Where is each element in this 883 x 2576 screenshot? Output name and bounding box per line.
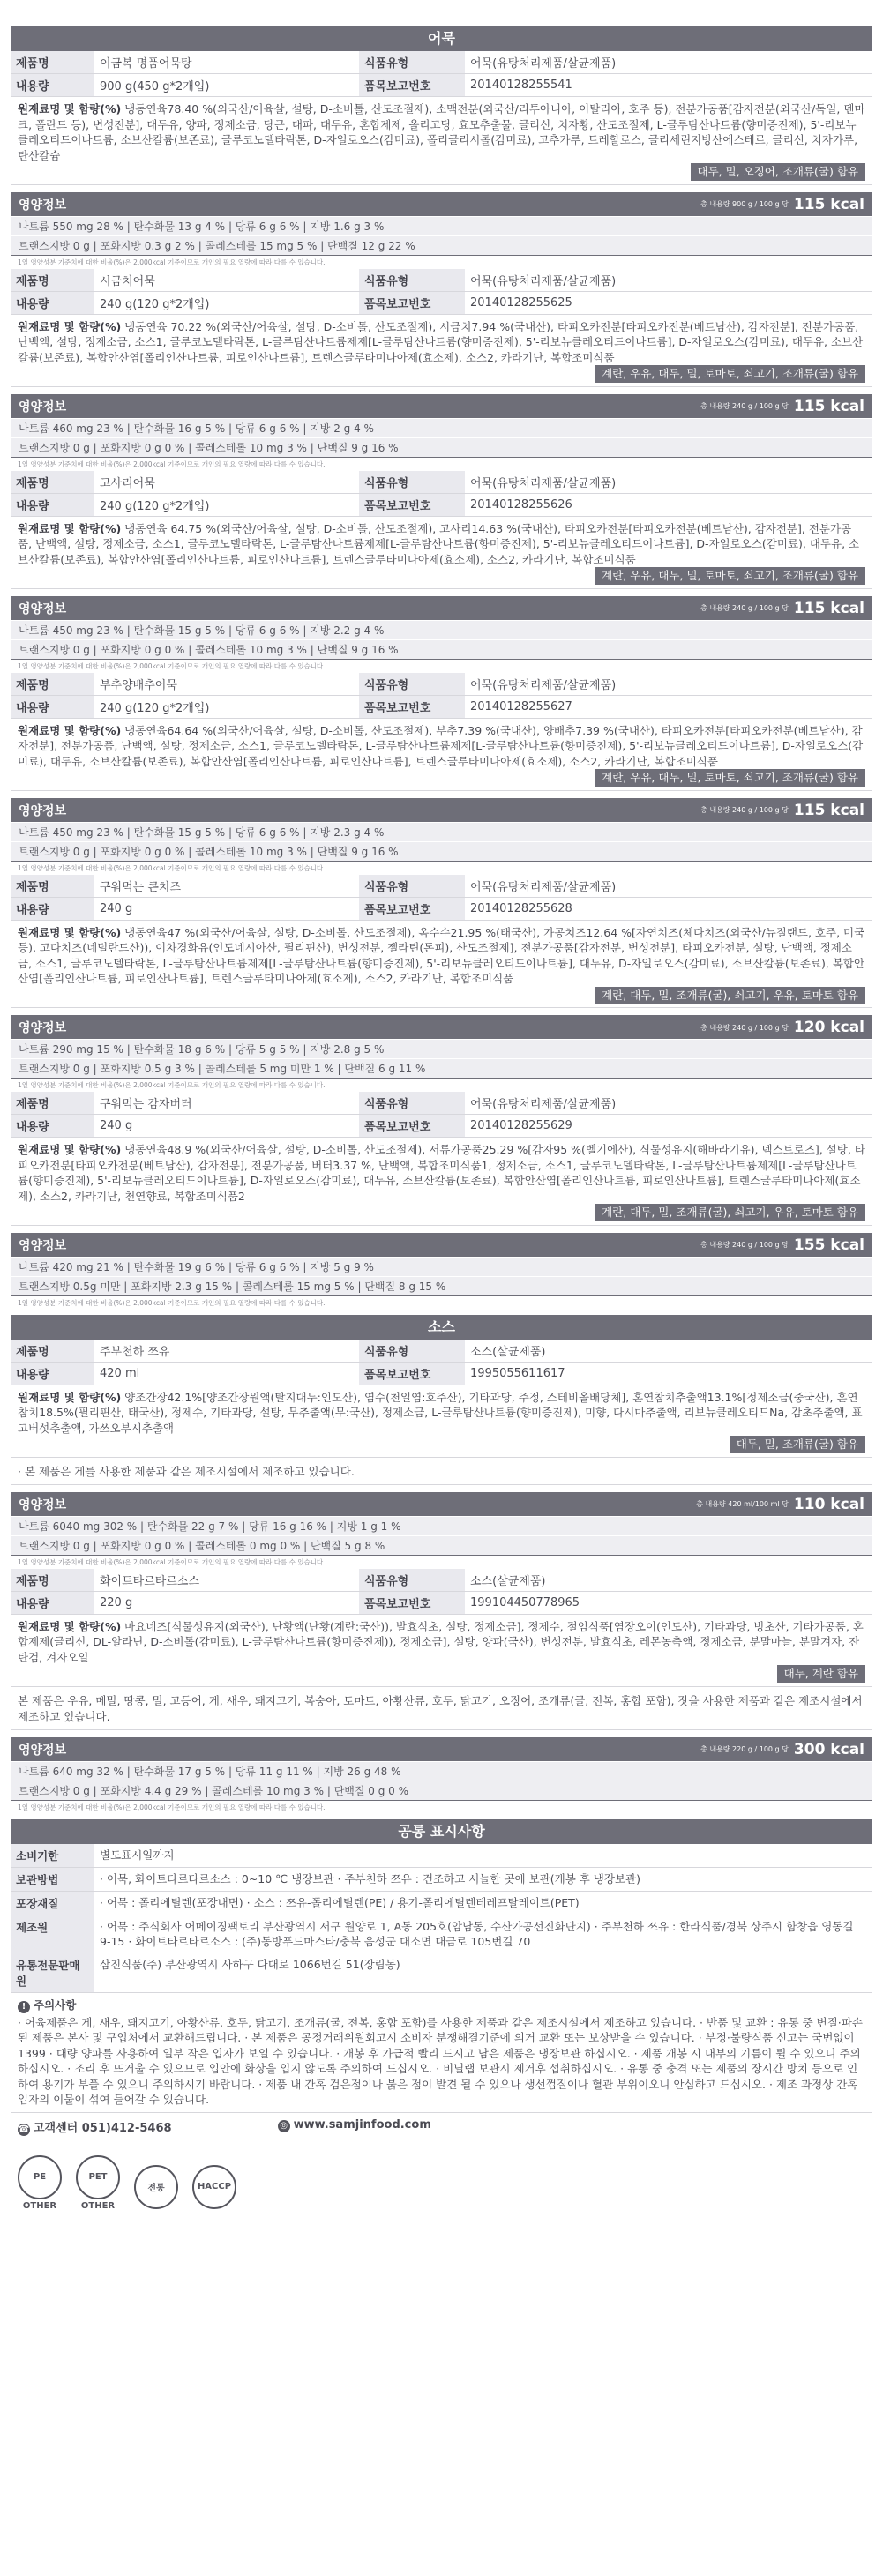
nutrition-kcal: 120 kcal: [793, 1019, 864, 1036]
nutrition-row-1: 나트륨 6040 mg 302 % | 탄수화물 22 g 7 % | 당류 16 g 16 % | 지방 1 g 1 %: [11, 1516, 872, 1535]
product-type: 어묵(유탕처리제품/살균제품): [470, 476, 617, 490]
volume-label: 내용량: [11, 1592, 94, 1614]
allergen-badge: 계란, 대두, 밀, 조개류(굴), 쇠고기, 우유, 토마토 함유: [595, 1204, 865, 1221]
cert-mark-icon: HACCP: [192, 2165, 236, 2209]
common-row: [11, 1868, 872, 1892]
ingredients-label: 원재료명 및 함량(%): [18, 521, 122, 535]
product-type: 어묵(유탕처리제품/살균제품): [470, 880, 617, 894]
nutrition-footnote: 1일 영양성분 기준치에 대한 비율(%)은 2,000kcal 기준이므로 개인의 필요 열량에 따라 다를 수 있습니다.: [18, 1298, 326, 1307]
volume-label: 내용량: [11, 494, 94, 516]
nutrition-kcal: 115 kcal: [793, 599, 864, 617]
nutrition-box: [11, 1492, 872, 1556]
product-row-name: [11, 1340, 872, 1363]
nutrition-row-2: 트랜스지방 0 g | 포화지방 0 g 0 % | 콜레스테롤 0 mg 0 % | 단백질 5 g 8 %: [11, 1535, 872, 1555]
ingredients-label: 원재료명 및 함량(%): [18, 723, 122, 737]
nutrition-kcal-group: [700, 196, 864, 213]
ingredients-block: [11, 1138, 872, 1226]
report-number: 20140128255541: [470, 78, 572, 92]
nutrition-title: 영양정보: [19, 803, 67, 818]
common-row-label: 포장재질: [11, 1892, 94, 1915]
product-volume: 220 g: [100, 1595, 133, 1609]
product-name: 구워먹는 감자버터: [100, 1098, 192, 1111]
fishcake-products: [11, 51, 872, 1310]
allergen-row: [18, 769, 865, 787]
type-label: 식품유형: [359, 1569, 465, 1591]
product-block: [11, 1569, 872, 1814]
nutrition-footnote: 1일 영양성분 기준치에 대한 비율(%)은 2,000kcal 기준이므로 개인의 필요 열량에 따라 다를 수 있습니다.: [18, 258, 326, 266]
nutrition-box: [11, 596, 872, 660]
nutrition-title: 영양정보: [19, 1021, 67, 1035]
common-row-value: · 어묵 : 주식회사 어메이징팩토리 부산광역시 서구 원양로 1, A동 205호(암남동, 수산가공선진화단지) · 주부천하 쯔유 : 한라식품/경북 상주시 함창읍 영동길 9-15 · 화이트타르타르소스 : (주)동방푸드마스타/충북 음성군 대소면 대금로 105번길 70: [100, 1919, 854, 1948]
allergen-badge: 대두, 밀, 조개류(굴) 함유: [730, 1436, 865, 1453]
ingredients-block: [11, 315, 872, 387]
nutrition-kcal: 115 kcal: [793, 801, 864, 819]
product-type: 어묵(유탕처리제품/살균제품): [470, 274, 617, 288]
product-block: [11, 1340, 872, 1569]
ingredients-label: 원재료명 및 함량(%): [18, 925, 122, 939]
allergen-row: [18, 1665, 865, 1683]
nutrition-row-2: 트랜스지방 0 g | 포화지방 0 g 0 % | 콜레스테롤 10 mg 3 % | 단백질 9 g 16 %: [11, 437, 872, 457]
volume-label: 내용량: [11, 1115, 94, 1137]
ingredients-text: 냉동연육 70.22 %(외국산/어육살, 설탕, D-소비톨, 산도조절제), 시금치7.94 %(국내산), 타피오카전분[타피오카전분(베트남산), 감자전분], 전분가공품, 난백액, 설탕, 정제소금, 소스1, 글루코노델타락톤, L-글루탐산나트륨제제[L-글루탐산나트륨(향미증진제), 5'-리보뉴클레오티드이나트륨], D-자일로오스(감미료), 대두유, 소브산칼륨(보존료), 복합안산염[폴리인산나트륨, 피로인산나트륨], 트렌스글루타미나아제(효소제), 소스2, 카라기난, 복합조미식품: [18, 319, 864, 364]
product-row-name: [11, 875, 872, 898]
ingredients-block: [11, 921, 872, 1009]
nutrition-row-1: 나트륨 460 mg 23 % | 탄수화물 16 g 5 % | 당류 6 g 6 % | 지방 2 g 4 %: [11, 418, 872, 437]
name-label: 제품명: [11, 471, 94, 493]
ingredients-text: 냉동연육 64.75 %(외국산/어육살, 설탕, D-소비톨, 산도조절제), 고사리14.63 %(국내산), 타피오카전분[타피오카전분(베트남산), 감자전분], 전분가공품, 난백액, 설탕, 정제소금, 소스1, 글루코노델타락톤, L-글루탐산나트륨제제[L-글루탐산나트륨(향미증진제), 5'-리보뉴클레오티드이나트륨], D-자일로오스(감미료), 대두유, 소브산칼륨(보존료), 복합안산염[폴리인산나트륨, 피로인산나트륨], 트렌스글루타미나아제(효소제), 소스2, 카라기난, 복합조미식품: [18, 521, 860, 566]
nutrition-kcal-group: [700, 1741, 864, 1758]
allergen-badge: 계란, 우유, 대두, 밀, 토마토, 쇠고기, 조개류(굴) 함유: [595, 365, 865, 383]
nutrition-kcal-group: [700, 398, 864, 415]
volume-label: 내용량: [11, 292, 94, 314]
type-label: 식품유형: [359, 875, 465, 897]
product-row-name: [11, 1092, 872, 1115]
nutrition-kcal-group: [700, 802, 864, 819]
common-row: [11, 1892, 872, 1915]
type-label: 식품유형: [359, 1340, 465, 1362]
report-number: 20140128255627: [470, 699, 572, 713]
report-label: 품목보고번호: [359, 1115, 465, 1137]
nutrition-kcal-group: [700, 1236, 864, 1254]
ingredients-label: 원재료명 및 함량(%): [18, 1390, 122, 1404]
product-volume: 240 g(120 g*2개입): [100, 297, 210, 311]
phone-label: 고객센터: [34, 2121, 79, 2135]
product-volume: 240 g: [100, 901, 133, 915]
section-header-sauce: 소스: [11, 1315, 872, 1340]
common-row-value: · 어묵, 화이트타르타르소스 : 0~10 ℃ 냉장보관 · 주부천하 쯔유 : 건조하고 서늘한 곳에 보관(개봉 후 냉장보관): [100, 1871, 640, 1885]
ingredients-block: [11, 97, 872, 185]
allergen-row: [18, 987, 865, 1004]
allergen-row: [18, 567, 865, 585]
nutrition-kcal: 110 kcal: [793, 1495, 864, 1513]
nutrition-row-1: 나트륨 450 mg 23 % | 탄수화물 15 g 5 % | 당류 6 g 6 % | 지방 2.2 g 4 %: [11, 620, 872, 639]
allergen-badge: 계란, 대두, 밀, 조개류(굴), 쇠고기, 우유, 토마토 함유: [595, 987, 865, 1004]
nutrition-kcal: 155 kcal: [793, 1236, 864, 1254]
product-type: 어묵(유탕처리제품/살균제품): [470, 57, 617, 71]
nutrition-header: [11, 193, 872, 216]
cert-mark-icon: 전통: [134, 2165, 178, 2209]
product-volume: 420 ml: [100, 1366, 140, 1380]
common-row-label: 소비기한: [11, 1844, 94, 1867]
nutrition-row-1: 나트륨 450 mg 23 % | 탄수화물 15 g 5 % | 당류 6 g 6 % | 지방 2.3 g 4 %: [11, 822, 872, 841]
allergen-row: [18, 1204, 865, 1221]
nutrition-kcal: 115 kcal: [793, 195, 864, 213]
product-row-volume: [11, 494, 872, 517]
nutrition-box: [11, 798, 872, 862]
product-row-volume: [11, 1592, 872, 1615]
ingredients-block: [11, 1385, 872, 1458]
nutrition-title: 영양정보: [19, 601, 67, 616]
name-label: 제품명: [11, 673, 94, 695]
product-name: 화이트타르타르소스: [100, 1574, 200, 1588]
common-row-label: 제조원: [11, 1915, 94, 1953]
report-number: 1995055611617: [470, 1366, 565, 1380]
nutrition-basis: 총 내용량 900 g / 100 g 당: [700, 200, 789, 208]
nutrition-header: [11, 1493, 872, 1516]
common-row-value: · 어묵 : 폴리에틸렌(포장내면) · 소스 : 쯔유-폴리에틸렌(PE) / 용기-폴리에틸렌테레프탈레이트(PET): [100, 1895, 580, 1909]
report-label: 품목보고번호: [359, 696, 465, 718]
nutrition-footnote: 1일 영양성분 기준치에 대한 비율(%)은 2,000kcal 기준이므로 개인의 필요 열량에 따라 다를 수 있습니다.: [18, 863, 326, 872]
product-row-volume: [11, 1363, 872, 1385]
nutrition-basis: 총 내용량 420 ml/100 ml 당: [696, 1500, 789, 1508]
product-block: [11, 471, 872, 673]
nutrition-kcal-group: [700, 1019, 864, 1036]
name-label: 제품명: [11, 875, 94, 897]
caution-block: [11, 1993, 872, 2113]
cert-mark: [134, 2165, 178, 2211]
product-row-name: [11, 471, 872, 494]
product-row-volume: [11, 1115, 872, 1138]
name-label: 제품명: [11, 269, 94, 291]
caution-title: 주의사항: [34, 1997, 77, 2012]
product-volume: 240 g(120 g*2개입): [100, 499, 210, 513]
report-label: 품목보고번호: [359, 494, 465, 516]
nutrition-header: [11, 1234, 872, 1257]
nutrition-row-2: 트랜스지방 0 g | 포화지방 0 g 0 % | 콜레스테롤 10 mg 3 % | 단백질 9 g 16 %: [11, 841, 872, 861]
ingredients-text: 마요네즈[식물성유지(외국산), 난황액(난황(계란:국산)), 발효식초, 설탕, 정제소금], 정제수, 절임식품[염장오이(인도산), 기타과당, 빙초산, 기타가공품, 혼합제제(글리신, DL-알라닌, D-소비톨(감미료), L-글루탐산나트륨(향미증진제)), 정제소금], 설탕, 양파(국산), 변성전분, 발효식초, 레몬농축액, 정제소금, 분말마늘, 분말겨자, 잔탄검, 겨자오일: [18, 1619, 864, 1664]
common-row-value: 삼진식품(주) 부산광역시 사하구 다대로 1066번길 51(장림동): [100, 1957, 400, 1971]
name-label: 제품명: [11, 1569, 94, 1591]
contact-row: [11, 2113, 872, 2141]
nutrition-kcal-group: [696, 1496, 864, 1513]
product-type: 소스(살균제품): [470, 1345, 546, 1359]
nutrition-kcal-group: [700, 600, 864, 617]
section-header-common: 공통 표시사항: [11, 1819, 872, 1844]
cert-mark-label: OTHER: [22, 2200, 57, 2211]
exclamation-icon: !: [18, 2001, 30, 2013]
ingredients-text: 냉동연육78.40 %(외국산/어육살, 설탕, D-소비톨, 산도조절제), 소맥전분(외국산/리투아니아, 이탈리아, 호주 등), 전분가공품[감자전분(외국산/독일, 덴마크, 폴란드 등), 변성전분], 대두유, 양파, 정제소금, 당근, 대파, 대두유, 혼합제제, 올리고당, 효모추출물, 글리신, 치자황, 산도조절제, L-글루탐산나트륨(향미증진제), 5'-리보뉴클레오티드이나트륨, 소브산칼륨(보존료), 글루코노델타락톤, D-자일로오스(감미료), 폴리글리시톨(감미료), 고추가루, 트레할로스, 글리세린지방산에스테르, 글리신, 치자가루, 탄산칼슘: [18, 102, 865, 162]
type-label: 식품유형: [359, 269, 465, 291]
product-name: 시금치어묵: [100, 274, 155, 288]
report-number: 20140128255626: [470, 497, 572, 511]
product-type: 어묵(유탕처리제품/살균제품): [470, 678, 617, 692]
report-label: 품목보고번호: [359, 1592, 465, 1614]
nutrition-row-2: 트랜스지방 0 g | 포화지방 0.3 g 2 % | 콜레스테롤 15 mg 5 % | 단백질 12 g 22 %: [11, 235, 872, 255]
nutrition-row-2: 트랜스지방 0 g | 포화지방 0.5 g 3 % | 콜레스테롤 5 mg 미만 1 % | 단백질 6 g 11 %: [11, 1058, 872, 1078]
nutrition-header: [11, 1738, 872, 1761]
common-row-label: 유통전문판매원: [11, 1953, 94, 1992]
product-row-name: [11, 269, 872, 292]
allergen-row: [18, 365, 865, 383]
nutrition-box: [11, 1015, 872, 1079]
cert-mark: [192, 2165, 236, 2211]
nutrition-basis: 총 내용량 240 g / 100 g 당: [700, 806, 789, 814]
nutrition-title: 영양정보: [19, 1743, 67, 1758]
nutrition-box: [11, 1737, 872, 1801]
common-row-label: 보관방법: [11, 1868, 94, 1891]
product-row-name: [11, 51, 872, 74]
product-row-name: [11, 1569, 872, 1592]
product-block: [11, 51, 872, 269]
name-label: 제품명: [11, 1092, 94, 1114]
ingredients-block: [11, 719, 872, 791]
allergen-badge: 계란, 우유, 대두, 밀, 토마토, 쇠고기, 조개류(굴) 함유: [595, 769, 865, 787]
ingredients-text: 양조간장42.1%[양조간장원액(탈지대두:인도산), 염수(천일염:호주산), 기타과당, 주정, 스테비올배당체], 혼연참치추출액13.1%[정제소금(중국산), 혼연참치18.5%(필리핀산, 태국산), 정제수, 기타과당, 설탕, 무추출액(무:국산), 정제소금, L-글루탐산나트륨(향미증진제), 미향, 다시마추출액, 리보뉴클레오티드Na, 감초추출액, 표고버섯추출액, 가쓰오부시추출액: [18, 1390, 863, 1435]
nutrition-title: 영양정보: [19, 198, 67, 213]
volume-label: 내용량: [11, 74, 94, 96]
product-row-name: [11, 673, 872, 696]
type-label: 식품유형: [359, 1092, 465, 1114]
name-label: 제품명: [11, 51, 94, 73]
cert-mark-label: OTHER: [80, 2200, 116, 2211]
common-row-value: 별도표시일까지: [100, 1848, 175, 1862]
product-name: 주부천하 쯔유: [100, 1345, 170, 1359]
nutrition-basis: 총 내용량 240 g / 100 g 당: [700, 604, 789, 612]
product-volume: 900 g(450 g*2개입): [100, 80, 210, 93]
report-number: 20140128255629: [470, 1119, 572, 1132]
allergen-badge: 대두, 밀, 오징어, 조개류(굴) 함유: [691, 163, 865, 181]
nutrition-row-1: 나트륨 420 mg 21 % | 탄수화물 19 g 6 % | 당류 6 g 6 % | 지방 5 g 9 %: [11, 1257, 872, 1276]
nutrition-box: [11, 192, 872, 256]
nutrition-footnote: 1일 영양성분 기준치에 대한 비율(%)은 2,000kcal 기준이므로 개인의 필요 열량에 따라 다를 수 있습니다.: [18, 661, 326, 670]
nutrition-basis: 총 내용량 240 g / 100 g 당: [700, 1023, 789, 1032]
product-name: 구워먹는 콘치즈: [100, 880, 182, 894]
nutrition-header: [11, 1016, 872, 1039]
report-number: 20140128255625: [470, 295, 572, 310]
caution-text: · 어육제품은 게, 새우, 돼지고기, 아황산류, 호두, 닭고기, 조개류(굴, 전복, 홍합 포함)를 사용한 제품과 같은 제조시설에서 제조하고 있습니다. · 반품 및 교환 : 유통 중 변질·파손된 제품은 본사 및 구입처에서 교환해드립니다. · 본 제품은 공정거래위원회고시 소비자 분쟁해결기준에 의거 교환 또는 보상받을 수 있습니다. · 부정·불량식품 신고는 국번없이 1399 · 대량 양파를 사용하여 일부 작은 입자가 보일 수 있습니다. · 개봉 후 가급적 빨리 드시고 남은 제품은 냉장보관 하십시오. · 제품 개봉 시 내부의 기름이 튈 수 있으니 주의하십시오. · 조리 후 뜨거울 수 있으므로 입안에 화상을 입지 않도록 주의하여 드십시오. · 비닐랩 보관시 제거후 섭취하십시오. · 유통 중 충격 또는 제품의 장시간 방치 등으로 인하여 용기가 부풀 수 있으니 주의하시기 바랍니다. · 제품 내 간혹 검은점이나 붉은 점이 발견 될 수 있으나 생선껍질이나 혈관 부위이오니 안심하고 드십시오. · 제조 과정상 간혹 입자의 이물이 섞여 들어갈 수 있습니다.: [18, 2015, 863, 2106]
ingredients-block: [11, 1615, 872, 1687]
report-number: 20140128255628: [470, 901, 572, 915]
ingredients-label: 원재료명 및 함량(%): [18, 1619, 122, 1633]
website-link[interactable]: www.samjinfood.com: [293, 2117, 431, 2132]
nutrition-box: [11, 1233, 872, 1296]
nutrition-title: 영양정보: [19, 1238, 67, 1253]
nutrition-box: [11, 394, 872, 458]
product-volume: 240 g(120 g*2개입): [100, 701, 210, 715]
product-row-volume: [11, 74, 872, 97]
section-header-fishcake: 어묵: [11, 26, 872, 51]
facility-note: · 본 제품은 게를 사용한 제품과 같은 제조시설에서 제조하고 있습니다.: [11, 1458, 872, 1485]
nutrition-row-1: 나트륨 290 mg 15 % | 탄수화물 18 g 6 % | 당류 5 g 5 % | 지방 2.8 g 5 %: [11, 1039, 872, 1058]
ingredients-label: 원재료명 및 함량(%): [18, 319, 122, 333]
globe-icon: ◎: [278, 2120, 290, 2132]
nutrition-footnote: 1일 영양성분 기준치에 대한 비율(%)은 2,000kcal 기준이므로 개인의 필요 열량에 따라 다를 수 있습니다.: [18, 459, 326, 468]
report-label: 품목보고번호: [359, 1363, 465, 1385]
common-row: [11, 1953, 872, 1993]
nutrition-footnote: 1일 영양성분 기준치에 대한 비율(%)은 2,000kcal 기준이므로 개인의 필요 열량에 따라 다를 수 있습니다.: [18, 1081, 326, 1089]
cert-mark: [18, 2155, 62, 2211]
nutrition-row-2: 트랜스지방 0 g | 포화지방 4.4 g 29 % | 콜레스테롤 10 mg 3 % | 단백질 0 g 0 %: [11, 1781, 872, 1800]
name-label: 제품명: [11, 1340, 94, 1362]
product-block: [11, 673, 872, 875]
product-name: 이금복 명품어묵탕: [100, 57, 192, 71]
nutrition-row-1: 나트륨 640 mg 32 % | 탄수화물 17 g 5 % | 당류 11 g 11 % | 지방 26 g 48 %: [11, 1761, 872, 1781]
ingredients-label: 원재료명 및 함량(%): [18, 102, 122, 116]
product-block: [11, 875, 872, 1093]
ingredients-block: [11, 517, 872, 589]
nutrition-title: 영양정보: [19, 399, 67, 414]
nutrition-row-1: 나트륨 550 mg 28 % | 탄수화물 13 g 4 % | 당류 6 g 6 % | 지방 1.6 g 3 %: [11, 216, 872, 235]
product-row-volume: [11, 898, 872, 921]
cert-mark-icon: PET: [76, 2155, 120, 2199]
nutrition-header: [11, 597, 872, 620]
common-row: [11, 1844, 872, 1868]
sauce-products: [11, 1340, 872, 1814]
product-volume: 240 g: [100, 1119, 133, 1132]
product-type: 어묵(유탕처리제품/살균제품): [470, 1098, 617, 1111]
report-label: 품목보고번호: [359, 74, 465, 96]
nutrition-basis: 총 내용량 220 g / 100 g 당: [700, 1745, 789, 1753]
type-label: 식품유형: [359, 471, 465, 493]
product-row-volume: [11, 292, 872, 315]
ingredients-text: 냉동연육48.9 %(외국산/어육살, 설탕, D-소비톨, 산도조절제), 서류가공품25.29 %[감자95 %(벨기에산), 식물성유지(해바라기유), 덱스트로즈], 설탕, 타피오카전분[타피오카전분(베트남산), 감자전분], 전분가공품, 버터3.37 %, 난백액, 복합조미식품1, 정제소금, 소스1, 글루코노델타락톤, L-글루탐산나트륨제제[L-글루탐산나트륨(향미증진제), 5'-리보뉴클레오티드이나트륨], D-자일로오스(감미료), 대두유, 소브산칼륨(보존료), 복합안산염[폴리인산나트륨, 피로인산나트륨], 트렌스글루타미나아제(효소제), 소스2, 카라기난, 천연향료, 복합조미식품2: [18, 1143, 865, 1203]
phone-icon: ☎: [18, 2124, 30, 2134]
report-label: 품목보고번호: [359, 292, 465, 314]
nutrition-row-2: 트랜스지방 0 g | 포화지방 0 g 0 % | 콜레스테롤 10 mg 3 % | 단백질 9 g 16 %: [11, 639, 872, 659]
nutrition-basis: 총 내용량 240 g / 100 g 당: [700, 402, 789, 410]
cert-mark-icon: PE: [18, 2155, 62, 2199]
product-name: 고사리어묵: [100, 476, 155, 490]
nutrition-header: [11, 799, 872, 822]
product-block: [11, 269, 872, 471]
facility-note: 본 제품은 우유, 메밀, 땅콩, 밀, 고등어, 게, 새우, 돼지고기, 복숭아, 토마토, 아황산류, 호두, 닭고기, 오징어, 조개류(굴, 전복, 홍합 포함), 잣을 사용한 제품과 같은 제조시설에서 제조하고 있습니다.: [11, 1687, 872, 1730]
type-label: 식품유형: [359, 673, 465, 695]
nutrition-kcal: 300 kcal: [793, 1740, 864, 1758]
ingredients-label: 원재료명 및 함량(%): [18, 1143, 122, 1156]
ingredients-text: 냉동연육64.64 %(외국산/어육살, 설탕, D-소비톨, 산도조절제), 부추7.39 %(국내산), 양배추7.39 %(국내산), 타피오카전분[타피오카전분(베트남산), 감자전분], 전분가공품, 난백액, 설탕, 정제소금, 소스1, 글루코노델타락톤, L-글루탐산나트륨제제[L-글루탐산나트륨(향미증진제), 5'-리보뉴클레오티드이나트륨], D-자일로오스(감미료), 대두유, 소브산칼륨(보존료), 복합안산염[폴리인산나트륨, 피로인산나트륨], 트렌스글루타미나아제(효소제), 소스2, 카라기난, 복합조미식품: [18, 723, 864, 768]
product-row-volume: [11, 696, 872, 719]
allergen-badge: 계란, 우유, 대두, 밀, 토마토, 쇠고기, 조개류(굴) 함유: [595, 567, 865, 585]
type-label: 식품유형: [359, 51, 465, 73]
certification-marks: [11, 2141, 872, 2211]
common-info-table: [11, 1844, 872, 1993]
nutrition-kcal: 115 kcal: [793, 397, 864, 415]
cert-mark: [76, 2155, 120, 2211]
allergen-badge: 대두, 계란 함유: [777, 1665, 865, 1683]
report-label: 품목보고번호: [359, 898, 465, 920]
volume-label: 내용량: [11, 696, 94, 718]
product-name: 부추양배추어묵: [100, 678, 177, 692]
report-number: 199104450778965: [470, 1595, 580, 1609]
nutrition-footnote: 1일 영양성분 기준치에 대한 비율(%)은 2,000kcal 기준이므로 개인의 필요 열량에 따라 다를 수 있습니다.: [18, 1803, 326, 1811]
nutrition-header: [11, 395, 872, 418]
volume-label: 내용량: [11, 1363, 94, 1385]
nutrition-basis: 총 내용량 240 g / 100 g 당: [700, 1241, 789, 1249]
common-row: [11, 1915, 872, 1953]
nutrition-row-2: 트랜스지방 0.5g 미만 | 포화지방 2.3 g 15 % | 콜레스테롤 15 mg 5 % | 단백질 8 g 15 %: [11, 1276, 872, 1295]
phone-number: 051)412-5468: [81, 2121, 172, 2135]
volume-label: 내용량: [11, 898, 94, 920]
nutrition-title: 영양정보: [19, 1497, 67, 1512]
allergen-row: [18, 1436, 865, 1453]
nutrition-footnote: 1일 영양성분 기준치에 대한 비율(%)은 2,000kcal 기준이므로 개인의 필요 열량에 따라 다를 수 있습니다.: [18, 1557, 326, 1566]
product-type: 소스(살균제품): [470, 1574, 546, 1588]
allergen-row: [18, 163, 865, 181]
product-block: [11, 1092, 872, 1310]
ingredients-text: 냉동연육47 %(외국산/어육살, 설탕, D-소비톨, 산도조절제), 옥수수21.95 %(태국산), 가공치즈12.64 %[자연치즈(체다치즈(외국산/뉴질랜드, 호주, 미국 등), 고다치즈(네덜란드산)), 이차경화유(인도네시아산, 필리핀산), 변성전분, 젤라틴(돈피), 산도조절제], 전분가공품[감자전분, 변성전분], 타피오카전분, 설탕, 난백액, 정제소금, 소스1, 글루코노델타락톤, L-글루탐산나트륨제제[L-글루탐산나트륨(향미증진제), 5'-리보뉴클레오티드이나트륨], 대두유, D-자일로오스(감미료), 소브산칼륨(보존료), 복합안산염[폴리인산나트륨, 피로인산나트륨], 트렌스글루타미나아제(효소제), 소스2, 카라기난, 복합조미식품: [18, 925, 865, 985]
